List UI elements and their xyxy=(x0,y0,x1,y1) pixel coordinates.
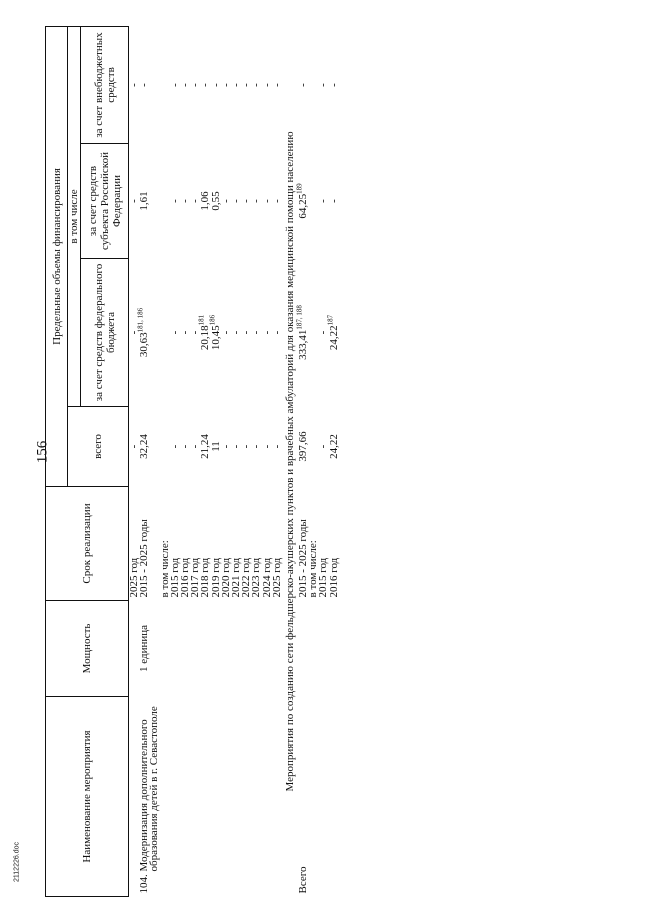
row-regional: - xyxy=(179,199,192,203)
row-offbudget: - xyxy=(270,83,283,87)
row-offbudget: - xyxy=(297,83,310,87)
row-regional: - xyxy=(270,199,283,203)
row-period: 2020 год xyxy=(219,557,232,598)
row-period: 2022 год xyxy=(240,557,253,598)
row-name xyxy=(221,697,231,875)
row-capacity xyxy=(170,601,180,697)
row-regional: - xyxy=(230,199,243,203)
row-period: 2016 год xyxy=(327,557,340,598)
table-row xyxy=(180,26,190,896)
table-row xyxy=(221,26,231,896)
table-body-modernization xyxy=(129,26,283,896)
row-name xyxy=(262,697,272,875)
row-number: 104. xyxy=(138,874,151,894)
row-number xyxy=(308,875,318,897)
row-offbudget: - xyxy=(179,83,192,87)
row-offbudget: - xyxy=(327,83,340,87)
row-number xyxy=(318,875,328,897)
row-capacity xyxy=(272,601,282,697)
row-regional: - xyxy=(168,199,181,203)
row-offbudget: - xyxy=(260,83,273,87)
footnote-ref: 186 xyxy=(207,314,216,326)
row-number xyxy=(211,875,221,897)
row-regional: - xyxy=(317,199,330,203)
row-name xyxy=(251,697,261,875)
header-limits: Предельные объемы финансирования xyxy=(46,26,68,486)
row-number xyxy=(329,875,339,897)
footnote-ref: 181 xyxy=(197,314,206,326)
header-name: Наименование мероприятия xyxy=(46,697,129,897)
row-offbudget: - xyxy=(209,83,222,87)
row-number xyxy=(251,875,261,897)
row-total: - xyxy=(260,444,273,449)
row-total: - xyxy=(240,444,253,449)
row-name xyxy=(298,697,308,875)
row-federal: - xyxy=(270,330,283,335)
row-federal: - xyxy=(168,330,181,335)
row-offbudget: - xyxy=(240,83,253,87)
row-name xyxy=(170,697,180,875)
row-regional: - xyxy=(128,199,140,203)
row-federal: - xyxy=(179,330,192,335)
row-capacity: 1 единица xyxy=(138,625,151,673)
table-row xyxy=(211,26,221,896)
table-row xyxy=(200,26,210,896)
table-row xyxy=(190,26,200,896)
row-capacity xyxy=(298,601,308,697)
row-regional: - xyxy=(260,199,273,203)
table-row xyxy=(329,26,339,896)
footnote-ref: 187, 188 xyxy=(295,305,304,330)
row-name: Модернизация дополнительного образования детей в г. Севастополе xyxy=(138,706,161,872)
row-federal: - xyxy=(250,330,263,335)
table-row xyxy=(160,26,170,896)
row-regional: - xyxy=(189,199,202,203)
row-total: - xyxy=(168,444,181,449)
row-period: 2015 год xyxy=(168,557,181,598)
table-body-fap xyxy=(295,26,340,896)
row-number xyxy=(231,875,241,897)
row-capacity xyxy=(241,601,251,697)
row-total: 397,66 xyxy=(297,431,310,462)
row-total: - xyxy=(250,444,263,449)
row-federal: 30,63$^{181, 186}$ xyxy=(136,307,151,358)
table-row xyxy=(241,26,251,896)
table-row xyxy=(272,26,282,896)
table-row xyxy=(318,26,328,896)
row-period: 2025 год xyxy=(270,557,283,598)
row-name xyxy=(329,697,339,875)
footnote-ref: 181, 186 xyxy=(136,307,145,333)
row-federal: 20,18$^{181}$ xyxy=(197,314,212,351)
row-number xyxy=(180,875,190,897)
row-capacity xyxy=(160,601,170,697)
header-total: всего xyxy=(68,407,129,487)
row-name xyxy=(308,697,318,875)
row-capacity xyxy=(329,601,339,697)
footnote-ref: 187 xyxy=(326,314,334,326)
row-federal: 333,41$^{187, 188}$ xyxy=(295,305,310,360)
row-name xyxy=(318,697,328,875)
row-offbudget: - xyxy=(317,83,330,87)
header-capacity: Мощность xyxy=(46,601,129,697)
row-offbudget: - xyxy=(219,83,232,87)
row-total: - xyxy=(128,444,140,449)
row-regional: - xyxy=(219,199,232,203)
row-offbudget: - xyxy=(199,83,212,87)
row-name xyxy=(231,697,241,875)
row-period: 2023 год xyxy=(250,557,263,598)
header-federal: за счет средств федерального бюджета xyxy=(81,259,129,407)
row-number xyxy=(190,875,200,897)
table-row xyxy=(139,26,159,896)
row-capacity xyxy=(318,601,328,697)
row-name xyxy=(211,697,221,875)
row-regional: 0,55 xyxy=(209,191,222,211)
footnote-ref: 189 xyxy=(295,183,304,194)
table-row xyxy=(262,26,272,896)
row-capacity xyxy=(262,601,272,697)
row-offbudget: - xyxy=(138,83,151,87)
header-regional: за счет средств субъекта Российской Федерации xyxy=(81,144,129,259)
row-federal: 10,45$^{186}$ xyxy=(207,314,222,351)
row-period: в том числе: xyxy=(158,540,171,598)
row-total: 11 xyxy=(209,441,222,452)
row-capacity xyxy=(308,601,318,697)
row-federal: - xyxy=(128,330,140,335)
row-capacity xyxy=(180,601,190,697)
row-number xyxy=(170,875,180,897)
row-name xyxy=(200,697,210,875)
row-regional: - xyxy=(240,199,253,203)
row-period: 2015 - 2025 годы xyxy=(138,519,151,598)
row-offbudget: - xyxy=(250,83,263,87)
row-total: - xyxy=(317,444,330,449)
row-regional: - xyxy=(250,199,263,203)
row-period: 2024 год xyxy=(260,557,273,598)
table-row xyxy=(251,26,261,896)
row-period: 2017 год xyxy=(189,557,202,598)
row-period: 2019 год xyxy=(209,557,222,598)
header-period: Срок реализации xyxy=(46,487,129,601)
row-total: 21,24 xyxy=(199,434,212,459)
row-regional: 1,61 xyxy=(138,191,151,211)
row-number xyxy=(241,875,251,897)
row-total: - xyxy=(189,444,202,449)
row-capacity xyxy=(221,601,231,697)
table-row xyxy=(170,26,180,896)
row-federal: - xyxy=(230,330,243,335)
table-row xyxy=(298,26,308,896)
row-capacity xyxy=(200,601,210,697)
row-regional: 1,06 xyxy=(199,191,212,211)
row-number xyxy=(160,875,170,897)
header-including: в том числе xyxy=(68,26,81,406)
row-total: - xyxy=(179,444,192,449)
row-number: Всего xyxy=(297,866,310,894)
row-number xyxy=(200,875,210,897)
row-federal: - xyxy=(260,330,273,335)
row-total: 32,24 xyxy=(138,434,151,459)
row-federal: - xyxy=(219,330,232,335)
row-federal: - xyxy=(189,330,202,335)
row-capacity xyxy=(211,601,221,697)
row-total: - xyxy=(270,444,283,449)
row-capacity xyxy=(190,601,200,697)
row-number xyxy=(221,875,231,897)
row-name xyxy=(272,697,282,875)
header-offbudget: за счет внебюджетных средств xyxy=(81,26,129,143)
row-regional: - xyxy=(327,199,340,203)
row-period: 2021 год xyxy=(230,557,243,598)
row-name xyxy=(241,697,251,875)
row-period: 2018 год xyxy=(199,557,212,598)
row-offbudget: - xyxy=(168,83,181,87)
row-offbudget: - xyxy=(230,83,243,87)
page-number: 156 xyxy=(34,440,51,464)
row-federal: 24,22$^{187}$ xyxy=(326,314,340,351)
row-capacity xyxy=(231,601,241,697)
row-total: - xyxy=(219,444,232,449)
row-name xyxy=(190,697,200,875)
row-regional: 64,25$^{189}$ xyxy=(295,183,310,219)
row-federal: - xyxy=(240,330,253,335)
row-total: - xyxy=(230,444,243,449)
section-title: Мероприятия по созданию сети фельдшерско-акушерских пунктов и врачебных амбулаторий для оказания медицинской помощи населению xyxy=(284,131,297,792)
financing-table xyxy=(45,26,339,897)
row-name xyxy=(180,697,190,875)
rotated-table-sheet xyxy=(45,27,645,897)
row-capacity xyxy=(251,601,261,697)
row-period: 2015 год xyxy=(317,557,330,598)
row-period: 2015 - 2025 годы xyxy=(297,519,310,598)
row-total: 24,22 xyxy=(327,434,340,459)
file-id: 2112226.doc xyxy=(13,842,21,882)
row-number xyxy=(262,875,272,897)
table-row xyxy=(231,26,241,896)
row-name xyxy=(160,697,170,875)
table-row xyxy=(308,26,318,896)
row-period: 2016 год xyxy=(179,557,192,598)
row-period: в том числе: xyxy=(307,540,320,598)
row-offbudget: - xyxy=(189,83,202,87)
row-federal: - xyxy=(317,330,330,335)
row-number xyxy=(272,875,282,897)
row-offbudget: - xyxy=(128,83,140,87)
row-period: 2025 год xyxy=(128,557,140,598)
